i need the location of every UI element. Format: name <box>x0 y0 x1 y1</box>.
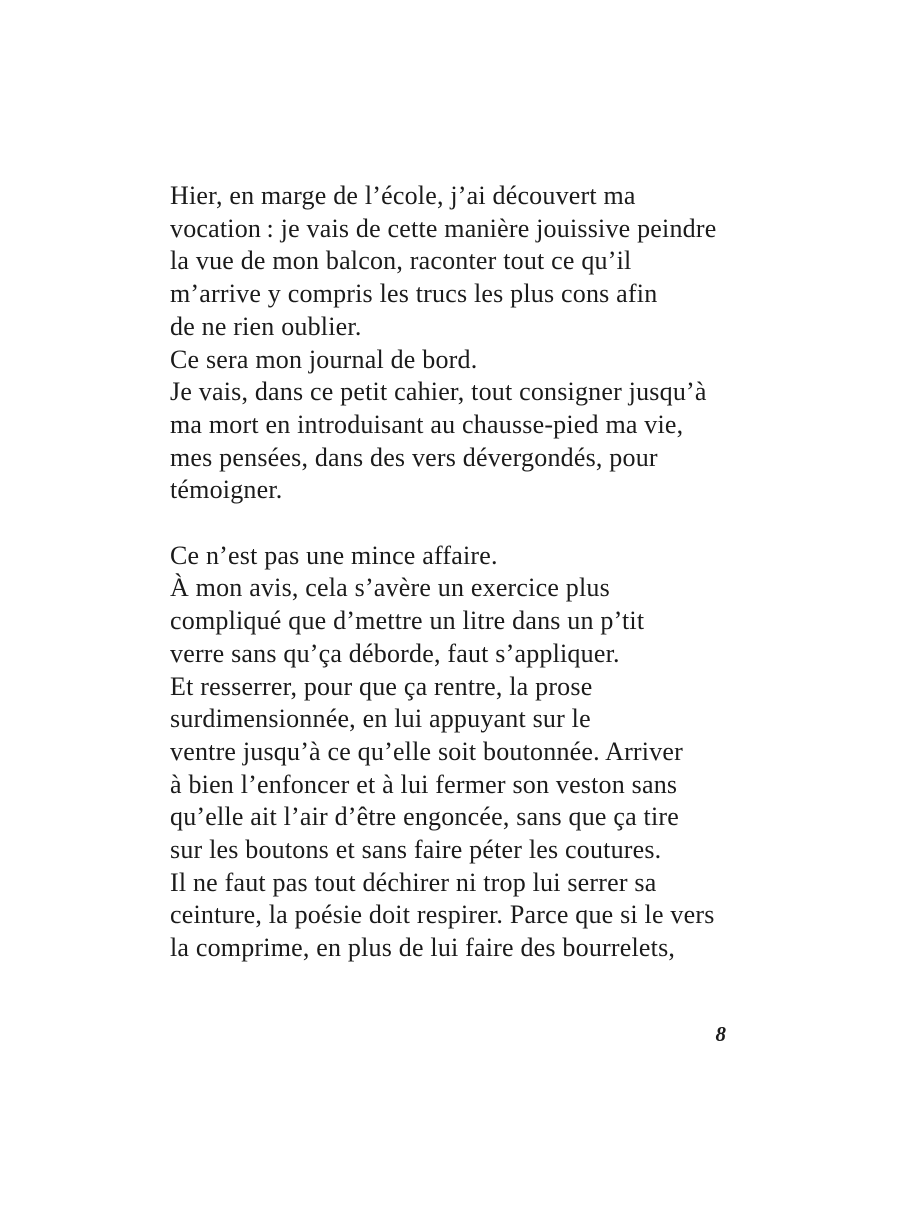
text-line: témoigner. <box>170 475 283 505</box>
text-line: compliqué que d’mettre un litre dans un p’tit <box>170 606 645 636</box>
text-line: verre sans qu’ça déborde, faut s’appliquer. <box>170 638 620 668</box>
text-line: ceinture, la poésie doit respirer. Parce que si le vers <box>170 900 715 930</box>
text-line: la comprime, en plus de lui faire des bourrelets, <box>170 933 676 963</box>
text-line: Et resserrer, pour que ça rentre, la prose <box>170 671 593 701</box>
text-line: Il ne faut pas tout déchirer ni trop lui serrer sa <box>170 867 657 897</box>
text-line: ventre jusqu’à ce qu’elle soit boutonnée. Arriver <box>170 736 684 766</box>
text-line: À mon avis, cela s’avère un exercice plus <box>170 573 610 603</box>
text-line: Je vais, dans ce petit cahier, tout consigner jusqu’à <box>170 377 707 407</box>
text-line: Hier, en marge de l’école, j’ai découvert ma <box>170 181 636 210</box>
text-line: qu’elle ait l’air d’être engoncée, sans que ça tire <box>170 802 679 832</box>
text-line <box>170 507 732 540</box>
text-line: surdimensionnée, en lui appuyant sur le <box>170 704 591 734</box>
text-line: mes pensées, dans des vers dévergondés, pour <box>170 442 658 472</box>
text-line: à bien l’enfoncer et à lui fermer son veston sans <box>170 769 678 799</box>
text-line: vocation : je vais de cette manière jouissive peindre <box>170 213 717 243</box>
text-line: ma mort en introduisant au chausse-pied ma vie, <box>170 409 684 439</box>
text-line: Ce n’est pas une mince affaire. <box>170 540 498 570</box>
text-line: de ne rien oublier. <box>170 311 362 341</box>
page-number: 8 <box>715 1022 726 1046</box>
text-line: m’arrive y compris les trucs les plus cons afin <box>170 279 658 309</box>
text-line: sur les boutons et sans faire péter les coutures. <box>170 835 662 865</box>
text-line: la vue de mon balcon, raconter tout ce qu’il <box>170 246 632 276</box>
text-line: Ce sera mon journal de bord. <box>170 344 478 374</box>
body-text <box>170 180 732 965</box>
